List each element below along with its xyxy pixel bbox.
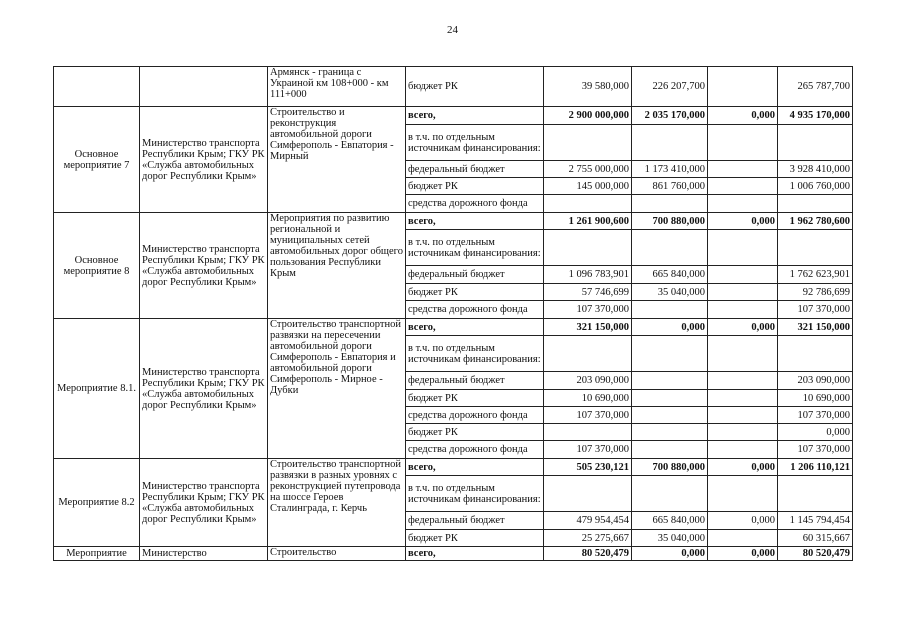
amount-cell	[544, 476, 632, 512]
funding-source-cell: в т.ч. по отдельным источникам финансирования:	[406, 125, 544, 161]
event-cell: Основное мероприятие 8	[54, 213, 140, 319]
total-amount-cell: 10 690,000	[778, 390, 853, 407]
amount-cell: 1 173 410,000	[632, 161, 708, 178]
amount-cell: 665 840,000	[632, 266, 708, 284]
amount-cell	[708, 195, 778, 213]
amount-cell: 145 000,000	[544, 178, 632, 195]
funding-source-cell: всего,	[406, 547, 544, 561]
funding-source-cell: всего,	[406, 107, 544, 125]
amount-cell	[544, 424, 632, 441]
amount-cell	[632, 372, 708, 390]
amount-cell: 35 040,000	[632, 284, 708, 301]
amount-cell: 0,000	[632, 319, 708, 336]
amount-cell: 0,000	[708, 213, 778, 230]
amount-cell: 226 207,700	[632, 67, 708, 107]
funding-source-cell: средства дорожного фонда	[406, 407, 544, 424]
amount-cell: 39 580,000	[544, 67, 632, 107]
funding-source-cell: в т.ч. по отдельным источникам финансирования:	[406, 476, 544, 512]
amount-cell	[708, 125, 778, 161]
amount-cell: 479 954,454	[544, 512, 632, 530]
total-amount-cell: 3 928 410,000	[778, 161, 853, 178]
amount-cell: 107 370,000	[544, 301, 632, 319]
amount-cell: 203 090,000	[544, 372, 632, 390]
amount-cell	[544, 230, 632, 266]
executor-cell: Министерство транспорта Республики Крым; ГКУ РК «Служба автомобильных дорог Республики Крым»	[140, 319, 268, 459]
amount-cell: 57 746,699	[544, 284, 632, 301]
total-amount-cell: 203 090,000	[778, 372, 853, 390]
amount-cell	[632, 125, 708, 161]
funding-source-cell: средства дорожного фонда	[406, 195, 544, 213]
amount-cell	[708, 284, 778, 301]
funding-source-cell: бюджет РК	[406, 424, 544, 441]
page-number: 24	[447, 24, 458, 36]
total-amount-cell	[778, 336, 853, 372]
total-amount-cell: 60 315,667	[778, 530, 853, 547]
total-amount-cell: 1 006 760,000	[778, 178, 853, 195]
amount-cell: 35 040,000	[632, 530, 708, 547]
project-cell: Мероприятия по развитию региональной и муниципальных сетей автомобильных дорог общего пользования Республики Крым	[268, 213, 406, 319]
amount-cell	[632, 390, 708, 407]
table-row	[54, 547, 853, 561]
executor-cell	[140, 67, 268, 107]
amount-cell: 861 760,000	[632, 178, 708, 195]
total-amount-cell: 0,000	[778, 424, 853, 441]
table-row	[54, 107, 853, 125]
executor-cell: Министерство транспорта Республики Крым; ГКУ РК «Служба автомобильных дорог Республики Крым»	[140, 107, 268, 213]
amount-cell	[544, 336, 632, 372]
total-amount-cell: 321 150,000	[778, 319, 853, 336]
funding-source-cell: средства дорожного фонда	[406, 301, 544, 319]
amount-cell	[632, 424, 708, 441]
total-amount-cell: 92 786,699	[778, 284, 853, 301]
amount-cell: 107 370,000	[544, 407, 632, 424]
table-row	[54, 319, 853, 336]
amount-cell	[708, 230, 778, 266]
table-row	[54, 67, 853, 107]
project-cell: Строительство и реконструкция автомобильной дороги Симферополь - Евпатория - Мирный	[268, 107, 406, 213]
funding-source-cell: федеральный бюджет	[406, 512, 544, 530]
funding-source-cell: в т.ч. по отдельным источникам финансирования:	[406, 336, 544, 372]
amount-cell	[708, 178, 778, 195]
total-amount-cell: 4 935 170,000	[778, 107, 853, 125]
amount-cell	[708, 266, 778, 284]
amount-cell	[708, 301, 778, 319]
project-cell: Строительство транспортной развязки в разных уровнях с реконструкцией путепровода на шоссе Героев Сталинграда, г. Керчь	[268, 459, 406, 547]
amount-cell	[632, 441, 708, 459]
amount-cell	[544, 195, 632, 213]
table-row	[54, 459, 853, 476]
amount-cell: 321 150,000	[544, 319, 632, 336]
amount-cell: 1 096 783,901	[544, 266, 632, 284]
funding-source-cell: всего,	[406, 213, 544, 230]
total-amount-cell: 107 370,000	[778, 441, 853, 459]
amount-cell	[632, 336, 708, 372]
amount-cell: 2 035 170,000	[632, 107, 708, 125]
funding-source-cell: бюджет РК	[406, 67, 544, 107]
total-amount-cell: 1 206 110,121	[778, 459, 853, 476]
table-row	[54, 213, 853, 230]
total-amount-cell: 1 962 780,600	[778, 213, 853, 230]
amount-cell: 700 880,000	[632, 459, 708, 476]
amount-cell	[708, 530, 778, 547]
amount-cell: 10 690,000	[544, 390, 632, 407]
executor-cell: Министерство транспорта Республики Крым; ГКУ РК «Служба автомобильных дорог Республики Крым»	[140, 213, 268, 319]
total-amount-cell: 1 762 623,901	[778, 266, 853, 284]
total-amount-cell	[778, 125, 853, 161]
total-amount-cell: 265 787,700	[778, 67, 853, 107]
amount-cell: 0,000	[708, 512, 778, 530]
event-cell	[54, 67, 140, 107]
amount-cell: 665 840,000	[632, 512, 708, 530]
project-cell: Строительство транспортной развязки на пересечении автомобильной дороги Симферополь - Евпатория и автомобильной дороги Симферополь - Мирное - Дубки	[268, 319, 406, 459]
funding-source-cell: бюджет РК	[406, 390, 544, 407]
event-cell: Мероприятие	[54, 547, 140, 561]
funding-source-cell: бюджет РК	[406, 284, 544, 301]
amount-cell	[632, 230, 708, 266]
amount-cell: 0,000	[708, 459, 778, 476]
total-amount-cell	[778, 476, 853, 512]
amount-cell	[708, 407, 778, 424]
funding-source-cell: бюджет РК	[406, 178, 544, 195]
amount-cell: 2 755 000,000	[544, 161, 632, 178]
total-amount-cell: 80 520,479	[778, 547, 853, 561]
amount-cell	[632, 301, 708, 319]
amount-cell: 2 900 000,000	[544, 107, 632, 125]
amount-cell: 107 370,000	[544, 441, 632, 459]
amount-cell: 700 880,000	[632, 213, 708, 230]
amount-cell	[708, 161, 778, 178]
amount-cell	[632, 476, 708, 512]
amount-cell	[708, 372, 778, 390]
amount-cell	[708, 424, 778, 441]
project-cell: Строительство	[268, 547, 406, 561]
amount-cell	[708, 67, 778, 107]
amount-cell: 80 520,479	[544, 547, 632, 561]
amount-cell	[544, 125, 632, 161]
amount-cell: 0,000	[632, 547, 708, 561]
financing-table	[53, 66, 853, 561]
amount-cell	[708, 390, 778, 407]
funding-source-cell: в т.ч. по отдельным источникам финансирования:	[406, 230, 544, 266]
event-cell: Мероприятие 8.1.	[54, 319, 140, 459]
total-amount-cell: 1 145 794,454	[778, 512, 853, 530]
event-cell: Мероприятие 8.2	[54, 459, 140, 547]
funding-source-cell: всего,	[406, 459, 544, 476]
total-amount-cell	[778, 230, 853, 266]
project-cell: Армянск - граница с Украиной км 108+000 - км 111+000	[268, 67, 406, 107]
total-amount-cell: 107 370,000	[778, 407, 853, 424]
amount-cell: 0,000	[708, 547, 778, 561]
funding-source-cell: федеральный бюджет	[406, 266, 544, 284]
executor-cell: Министерство транспорта Республики Крым; ГКУ РК «Служба автомобильных дорог Республики Крым»	[140, 459, 268, 547]
amount-cell	[708, 336, 778, 372]
amount-cell: 505 230,121	[544, 459, 632, 476]
total-amount-cell: 107 370,000	[778, 301, 853, 319]
amount-cell: 25 275,667	[544, 530, 632, 547]
executor-cell: Министерство	[140, 547, 268, 561]
amount-cell	[632, 195, 708, 213]
amount-cell	[708, 476, 778, 512]
amount-cell: 0,000	[708, 107, 778, 125]
funding-source-cell: всего,	[406, 319, 544, 336]
amount-cell	[632, 407, 708, 424]
funding-source-cell: бюджет РК	[406, 530, 544, 547]
amount-cell: 1 261 900,600	[544, 213, 632, 230]
total-amount-cell	[778, 195, 853, 213]
amount-cell: 0,000	[708, 319, 778, 336]
funding-source-cell: федеральный бюджет	[406, 161, 544, 178]
funding-source-cell: федеральный бюджет	[406, 372, 544, 390]
amount-cell	[708, 441, 778, 459]
funding-source-cell: средства дорожного фонда	[406, 441, 544, 459]
event-cell: Основное мероприятие 7	[54, 107, 140, 213]
